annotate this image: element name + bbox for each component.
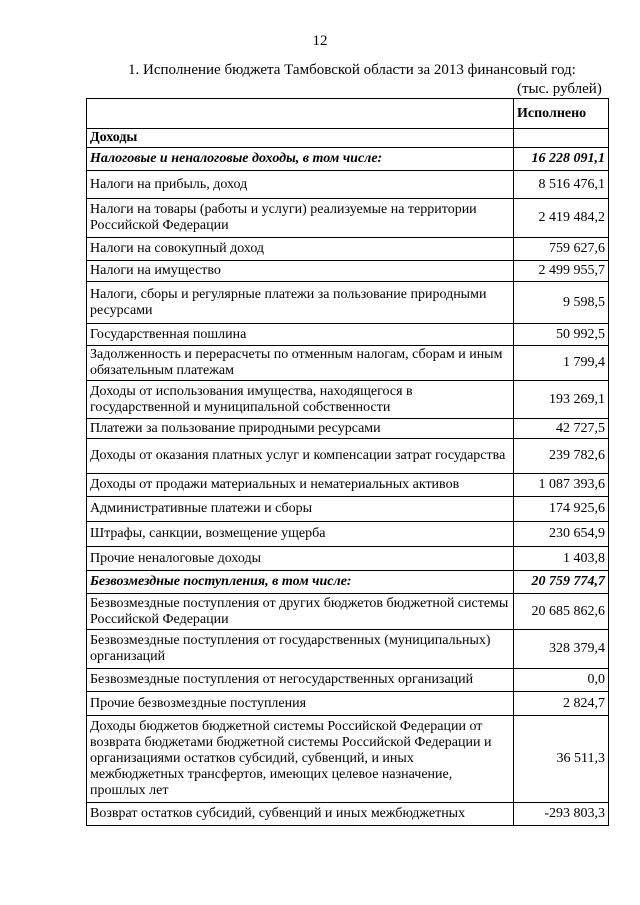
row-name-cell: Безвозмездные поступления от государственных (муниципальных) организаций <box>87 630 514 669</box>
table-row <box>87 803 609 826</box>
table-row <box>87 474 609 497</box>
row-value-cell <box>514 129 609 148</box>
table-row <box>87 199 609 238</box>
header-name-cell <box>87 99 514 129</box>
row-name-cell: Безвозмездные поступления от других бюджетов бюджетной системы Российской Федерации <box>87 594 514 630</box>
row-value-cell: 230 654,9 <box>514 522 609 547</box>
page-number: 12 <box>312 33 328 49</box>
header-executed-cell: Исполнено <box>514 99 609 129</box>
row-name-cell: Возврат остатков субсидий, субвенций и иных межбюджетных <box>87 803 514 826</box>
row-name-cell: Налоги на товары (работы и услуги) реализуемые на территории Российской Федерации <box>87 199 514 238</box>
table-row <box>87 419 609 439</box>
row-value-cell: 20 685 862,6 <box>514 594 609 630</box>
table-row <box>87 669 609 692</box>
table-row <box>87 282 609 324</box>
row-value-cell: 50 992,5 <box>514 324 609 346</box>
table-row <box>87 692 609 716</box>
row-name-cell: Доходы от оказания платных услуг и компенсации затрат государства <box>87 439 514 474</box>
table-row <box>87 381 609 419</box>
table-row <box>87 630 609 669</box>
table-row <box>87 148 609 171</box>
table-row <box>87 594 609 630</box>
row-value-cell: 9 598,5 <box>514 282 609 324</box>
row-name-cell: Налоги на имущество <box>87 261 514 282</box>
row-value-cell: 239 782,6 <box>514 439 609 474</box>
document-title: 1. Исполнение бюджета Тамбовской области за 2013 финансовый год: <box>128 62 576 78</box>
row-value-cell: 2 824,7 <box>514 692 609 716</box>
row-value-cell: 42 727,5 <box>514 419 609 439</box>
row-name-cell: Прочие безвозмездные поступления <box>87 692 514 716</box>
row-name-cell: Доходы от использования имущества, находящегося в государственной и муниципальной собственности <box>87 381 514 419</box>
table-row <box>87 324 609 346</box>
row-value-cell: 1 799,4 <box>514 346 609 381</box>
table-row <box>87 522 609 547</box>
units-label: (тыс. рублей) <box>517 81 602 97</box>
row-value-cell: 1 087 393,6 <box>514 474 609 497</box>
row-name-cell: Безвозмездные поступления, в том числе: <box>87 571 514 594</box>
row-name-cell: Налоги на прибыль, доход <box>87 171 514 199</box>
table-row <box>87 497 609 522</box>
row-value-cell: 16 228 091,1 <box>514 148 609 171</box>
row-value-cell: 0,0 <box>514 669 609 692</box>
table-row <box>87 439 609 474</box>
table-row <box>87 716 609 803</box>
row-value-cell: 193 269,1 <box>514 381 609 419</box>
row-value-cell: 328 379,4 <box>514 630 609 669</box>
table-header-row <box>87 99 609 129</box>
row-name-cell: Доходы <box>87 129 514 148</box>
row-value-cell: 2 419 484,2 <box>514 199 609 238</box>
row-name-cell: Прочие неналоговые доходы <box>87 547 514 571</box>
budget-table <box>86 98 609 826</box>
row-value-cell: 2 499 955,7 <box>514 261 609 282</box>
row-name-cell: Административные платежи и сборы <box>87 497 514 522</box>
row-value-cell: -293 803,3 <box>514 803 609 826</box>
table-row <box>87 171 609 199</box>
row-name-cell: Платежи за пользование природными ресурсами <box>87 419 514 439</box>
table-row <box>87 547 609 571</box>
row-value-cell: 759 627,6 <box>514 238 609 261</box>
row-value-cell: 174 925,6 <box>514 497 609 522</box>
row-name-cell: Налоговые и неналоговые доходы, в том числе: <box>87 148 514 171</box>
table-row <box>87 346 609 381</box>
table-row <box>87 238 609 261</box>
row-name-cell: Налоги, сборы и регулярные платежи за пользование природными ресурсами <box>87 282 514 324</box>
row-name-cell: Доходы от продажи материальных и нематериальных активов <box>87 474 514 497</box>
row-value-cell: 8 516 476,1 <box>514 171 609 199</box>
row-name-cell: Доходы бюджетов бюджетной системы Российской Федерации от возврата бюджетами бюджетной системы Российской Федерации и организациями остатков субсидий, субвенций, и иных межбюджетных трансфертов, имеющих целевое назначение, прошлых лет <box>87 716 514 803</box>
row-name-cell: Государственная пошлина <box>87 324 514 346</box>
row-value-cell: 20 759 774,7 <box>514 571 609 594</box>
row-value-cell: 36 511,3 <box>514 716 609 803</box>
row-name-cell: Задолженность и перерасчеты по отменным налогам, сборам и иным обязательным платежам <box>87 346 514 381</box>
table-row <box>87 571 609 594</box>
row-value-cell: 1 403,8 <box>514 547 609 571</box>
row-name-cell: Безвозмездные поступления от негосударственных организаций <box>87 669 514 692</box>
row-name-cell: Налоги на совокупный доход <box>87 238 514 261</box>
table-row <box>87 129 609 148</box>
table-row <box>87 261 609 282</box>
row-name-cell: Штрафы, санкции, возмещение ущерба <box>87 522 514 547</box>
